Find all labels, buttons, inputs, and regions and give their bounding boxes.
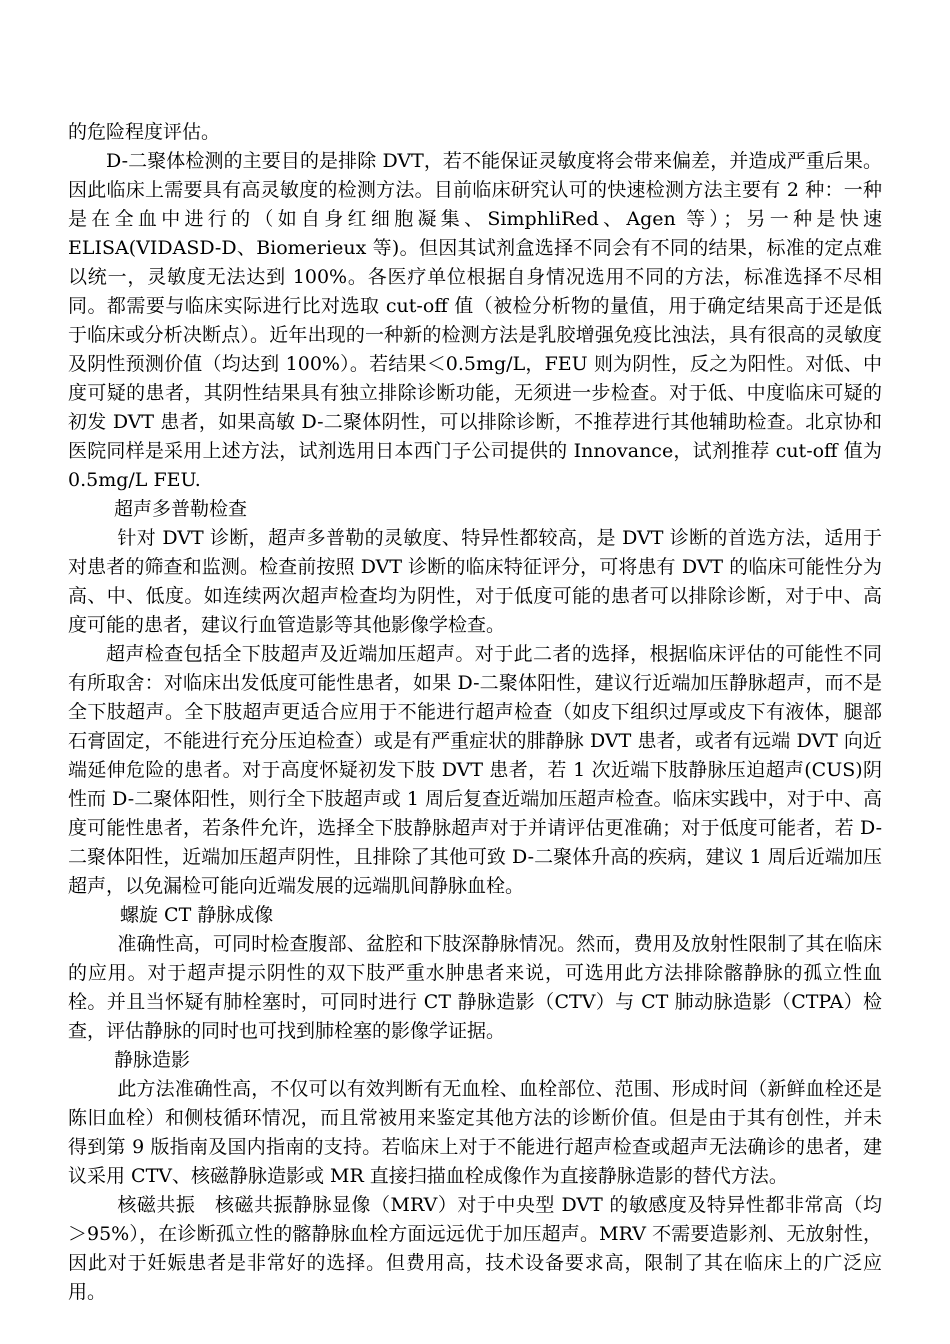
heading-spiral-ct: 螺旋 CT 静脉成像 bbox=[120, 904, 274, 926]
paragraph-mri: 核磁共振 核磁共振静脉显像（MRV）对于中央型 DVT 的敏感度及特异性都非常高（均＞95%），在诊断孤立性的髂静脉血栓方面远远优于加压超声。MRV 不需要造影剂、无放射性，因此对于妊娠患者是非常好的选择。但费用高，技术设备要求高，限制了其在临床上的广泛应用。 bbox=[68, 1194, 882, 1303]
paragraph-continuation: 的危险程度评估。 bbox=[68, 121, 221, 143]
paragraph-ultrasound-types: 超声检查包括全下肢超声及近端加压超声。对于此二者的选择，根据临床评估的可能性不同有所取舍：对临床出发低度可能性患者，如果 D-二聚体阳性，建议行近端加压静脉超声，而不是全下肢超声。全下肢超声更适合应用于不能进行超声检查（如皮下组织过厚或皮下有液体，腿部石膏固定，不能进行充分压迫检查）或是有严重症状的腓静脉 DVT 患者，或者有远端 DVT 向近端延伸危险的患者。对于高度怀疑初发下肢 DVT 患者，若 1 次近端下肢静脉压迫超声(CUS)阴性而 D-二聚体阳性，则行全下肢超声或 1 周后复查近端加压超声检查。临床实践中，对于中、高度可能性患者，若条件允许，选择全下肢静脉超声对于并请评估更准确；对于低度可能者，若 D-二聚体阳性，近端加压超声阴性，且排除了其他可致 D-二聚体升高的疾病，建议 1 周后近端加压超声，以免漏检可能向近端发展的远端肌间静脉血栓。 bbox=[68, 643, 882, 897]
heading-venography: 静脉造影 bbox=[114, 1049, 191, 1071]
document-page bbox=[68, 118, 882, 1307]
paragraph-ultrasound-doppler: 针对 DVT 诊断，超声多普勒的灵敏度、特异性都较高，是 DVT 诊断的首选方法，适用于对患者的筛查和监测。检查前按照 DVT 诊断的临床特征评分，可将患有 DVT 的临床可能性分为高、中、低度。如连续两次超声检查均为阴性，对于低度可能的患者可以排除诊断，对于中、高度可能的患者，建议行血管造影等其他影像学检查。 bbox=[68, 527, 882, 636]
paragraph-venography: 此方法准确性高，不仅可以有效判断有无血栓、血栓部位、范围、形成时间（新鲜血栓还是陈旧血栓）和侧枝循环情况，而且常被用来鉴定其他方法的诊断价值。但是由于其有创性，并未得到第 9 版指南及国内指南的支持。若临床上对于不能进行超声检查或超声无法确诊的患者，建议采用 CTV、核磁静脉造影或 MR 直接扫描血栓成像作为直接静脉造影的替代方法。 bbox=[68, 1078, 882, 1187]
paragraph-spiral-ct: 准确性高，可同时检查腹部、盆腔和下肢深静脉情况。然而，费用及放射性限制了其在临床的应用。对于超声提示阴性的双下肢严重水肿患者来说，可选用此方法排除髂静脉的孤立性血栓。并且当怀疑有肺栓塞时，可同时进行 CT 静脉造影（CTV）与 CT 肺动脉造影（CTPA）检查，评估静脉的同时也可找到肺栓塞的影像学证据。 bbox=[68, 933, 882, 1042]
paragraph-d-dimer: D-二聚体检测的主要目的是排除 DVT，若不能保证灵敏度将会带来偏差，并造成严重后果。因此临床上需要具有高灵敏度的检测方法。目前临床研究认可的快速检测方法主要有 2 种：一种是在全血中进行的（如自身红细胞凝集、SimphliRed、Agen 等）；另一种是快速 ELISA(VIDASD-D、Biomerieux 等)。但因其试剂盒选择不同会有不同的结果，标准的定点难以统一，灵敏度无法达到 100%。各医疗单位根据自身情况选用不同的方法，标准选择不尽相同。都需要与临床实际进行比对选取 cut-off 值（被检分析物的量值，用于确定结果高于还是低于临床或分析决断点）。近年出现的一种新的检测方法是乳胶增强免疫比浊法，具有很高的灵敏度及阴性预测价值（均达到 100%）。若结果＜0.5mg/L，FEU 则为阴性，反之为阳性。对低、中度可疑的患者，其阴性结果具有独立排除诊断功能，无须进一步检查。对于低、中度临床可疑的初发 DVT 患者，如果高敏 D-二聚体阴性，可以排除诊断，不推荐进行其他辅助检查。北京协和医院同样是采用上述方法，试剂选用日本西门子公司提供的 Innovance，试剂推荐 cut-off 值为 0.5mg/L FEU. bbox=[68, 150, 882, 491]
heading-ultrasound: 超声多普勒检查 bbox=[114, 498, 248, 520]
